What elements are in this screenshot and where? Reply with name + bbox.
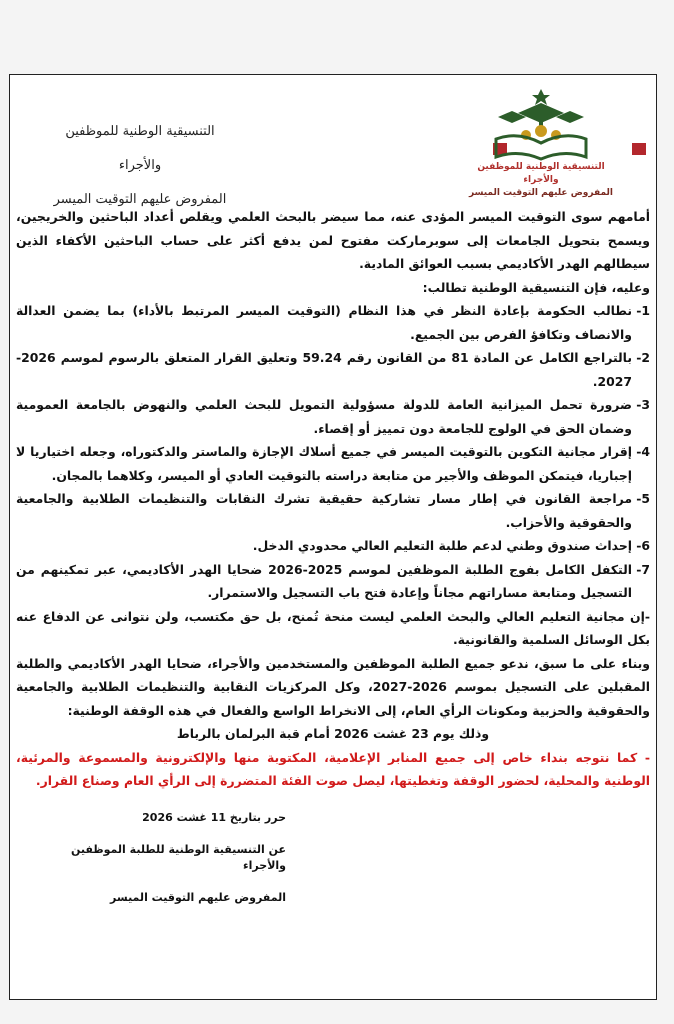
call-paragraph: وبناء على ما سبق، ندعو جميع الطلبة الموظفين والمستخدمين والأجراء، ضحايا الهدر الأكاديمي والطلبة المقبلين على التسجيل بموسم 2026-2027، وكل المركزيات النقابية والتنظيمات الطلابية والجامعية والحقوقية والحزبية ومكونات الرأي العام، إلى الانخراط الواسع والفعال في هذه الوقفة الوطنية: <box>16 655 650 718</box>
demand-number: 2- <box>636 350 650 365</box>
demand-text: ضرورة تحمل الميزانية العامة للدولة مسؤولية التمويل للبحث العلمي والنهوض بالجامعة العمومية وضمان الحق في الولوج للجامعة دون تمييز أو إقصاء. <box>16 397 632 436</box>
demand-text: نطالب الحكومة بإعادة النظر في هذا النظام (التوقيت الميسر المرتبط بالأداء) بما يضمن العدالة والانصاف وتكافؤ الفرص بين الجميع. <box>16 303 632 342</box>
signed-by: عن التنسيقية الوطنية للطلبة الموظفين والأجراء <box>70 843 286 872</box>
organization-logo <box>466 87 616 199</box>
header-line1: التنسيقية الوطنية للموظفين والأجراء <box>65 124 215 173</box>
demand-number: 4- <box>636 444 650 459</box>
demand-number: 7- <box>636 561 650 577</box>
demand-text: مراجعة القانون في إطار مسار تشاركية حقيقية تشرك النقابات والتنظيمات الطلابية والجامعية والحقوقية والأحزاب. <box>16 491 632 530</box>
demand-item <box>16 487 650 534</box>
demand-number: 5- <box>636 491 650 506</box>
document-page <box>9 74 657 1000</box>
demand-item <box>16 346 650 393</box>
intro-paragraph: أمامهم سوى التوقيت الميسر المؤدى عنه، مما سيضر بالبحث العلمي ويقلص أعداد الباحثين والخريجين، ويسمح بتحويل الجامعات إلى سوبرماركت مفتوح لمن يدفع أكثر على حساب الباحثين الأكفاء الذين سيطالهم الهدر الأكاديمي بسبب العوائق المادية. <box>16 209 650 271</box>
logo-line1: التنسيقية الوطنية للموظفين والأجراء <box>477 162 605 185</box>
date-place: وذلك يوم 23 غشت 2026 أمام قبة البرلمان بالرباط <box>176 726 490 741</box>
demand-item <box>16 393 650 440</box>
demand-text: التكفل الكامل بفوج الطلبة الموظفين لموسم 2025-2026 ضحايا الهدر الأكاديمي، عبر تمكينهم من التسجيل ومتابعة مساراتهم مجاناً وإعادة فتح باب التسجيل والاستمرار. <box>16 561 632 600</box>
header-org-name <box>50 115 230 217</box>
demand-item <box>16 534 650 558</box>
header-line2: المفروض عليهم التوقيت الميسر <box>53 192 227 207</box>
demand-number: 3- <box>636 397 650 412</box>
demand-text: بالتراجع الكامل عن المادة 81 من القانون رقم 59.24 وتعليق القرار المتعلق بالرسوم لموسم 2026-2027. <box>16 350 632 389</box>
demand-text: إحداث صندوق وطني لدعم طلبة التعليم العالي محدودي الدخل. <box>252 538 632 553</box>
demand-number: 6- <box>636 538 650 553</box>
signature-block <box>46 810 286 906</box>
graduation-book-icon <box>488 87 594 161</box>
demand-item <box>16 440 650 487</box>
signed-by-line2: المفروض عليهم التوقيت الميسر <box>110 891 286 904</box>
free-education-paragraph: -إن مجانية التعليم العالي والبحث العلمي ليست منحة تُمنح، بل حق مكتسب، ولن نتوانى عن الدفاع عنه بكل الوسائل السلمية والقانونية. <box>16 608 650 647</box>
demand-item <box>16 558 650 605</box>
demand-text: إقرار مجانية التكوين بالتوقيت الميسر في جميع أسلاك الإجازة والماستر والدكتوراه، وجعله اختياريا لا إجباريا، فيتمكن الموظف والأجير من متابعة دراسته بالتوقيت العادي أو الميسر، وكلاهما بالمجان. <box>16 444 632 483</box>
issue-date: حرر بتاريخ 11 غشت 2026 <box>142 811 286 824</box>
demand-item <box>16 299 650 346</box>
demand-number: 1- <box>636 303 650 318</box>
demands-intro: وعليه، فإن التنسيقية الوطنية تطالب: <box>422 279 650 295</box>
document-body <box>16 205 650 793</box>
logo-line2: المفروض عليهم التوقيت الميسر <box>469 188 613 198</box>
media-call-paragraph: - كما نتوجه بنداء خاص إلى جميع المنابر الإعلامية، المكتوبة منها والإلكترونية والمسموعة والمرئية، الوطنية والمحلية، لحضور الوقفة وتغطيتها، ليصل صوت الفئة المتضررة إلى الرأي العام وصناع القرار. <box>16 749 650 788</box>
flag-icon <box>632 143 646 155</box>
